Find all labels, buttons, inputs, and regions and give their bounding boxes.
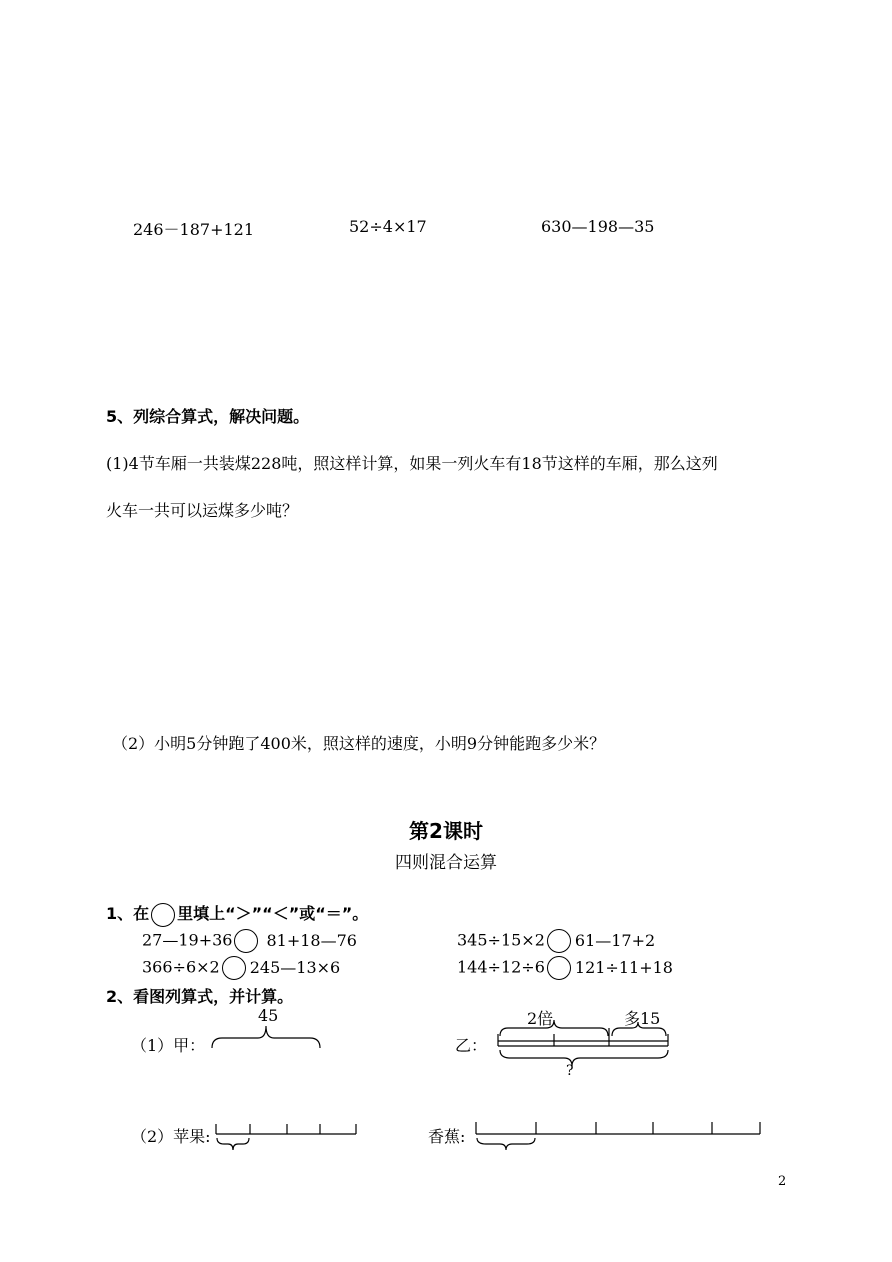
diagram1-value: 45 — [258, 1006, 279, 1025]
yi-brace-more — [612, 1022, 666, 1036]
section5-q1-line2: 火车一共可以运煤多少吨？ — [106, 501, 299, 520]
expression-2: 52÷4×17 — [349, 217, 427, 236]
compare-right: 81+18—76 — [266, 930, 357, 950]
banana-brace — [477, 1138, 535, 1150]
apple-brace — [217, 1138, 249, 1150]
page-number: 2 — [778, 1174, 787, 1189]
task2-heading: 2、看图列算式，并计算。 — [106, 987, 294, 1006]
compare-right: 61—17+2 — [574, 930, 656, 950]
task1-prefix: 1、在 — [106, 904, 150, 923]
section5-heading: 5、列综合算式，解决问题。 — [106, 407, 310, 426]
diagram-yi-more: 多15 — [624, 1009, 661, 1028]
diagram-yi-question: ? — [566, 1063, 574, 1079]
expression-3: 630—198—35 — [541, 217, 655, 236]
yi-brace-times — [500, 1020, 608, 1036]
compare-left: 345÷15×2 — [457, 930, 545, 950]
compare-right: 245—13×6 — [249, 957, 341, 977]
compare-right: 121÷11+18 — [574, 957, 673, 977]
task1-suffix: 里填上“＞”“＜”或“＝”。 — [177, 904, 369, 923]
diagram2-apple-label: （2）苹果: — [131, 1127, 211, 1146]
yi-brace-total — [500, 1050, 668, 1066]
section5-q2: （2）小明5分钟跑了400米，照这样的速度，小明9分钟能跑多少米？ — [112, 734, 606, 753]
diagram-yi-times: 2倍 — [527, 1009, 554, 1028]
diagram2-banana-label: 香蕉: — [428, 1127, 466, 1146]
expression-1: 246－187+121 — [133, 220, 255, 239]
jia-brace — [212, 1026, 320, 1048]
compare-left: 366÷6×2 — [142, 957, 220, 977]
compare-left: 27—19+36 — [142, 930, 233, 950]
diagram1-label: （1）甲： — [131, 1036, 206, 1055]
section5-q1-line1: (1)4节车厢一共装煤228吨，照这样计算，如果一列火车有18节这样的车厢，那么这列 — [106, 454, 718, 473]
lesson-subtitle: 四则混合运算 — [395, 853, 497, 873]
compare-left: 144÷12÷6 — [457, 957, 545, 977]
lesson-title: 第2课时 — [409, 819, 483, 843]
diagram-yi-label: 乙： — [455, 1036, 488, 1055]
